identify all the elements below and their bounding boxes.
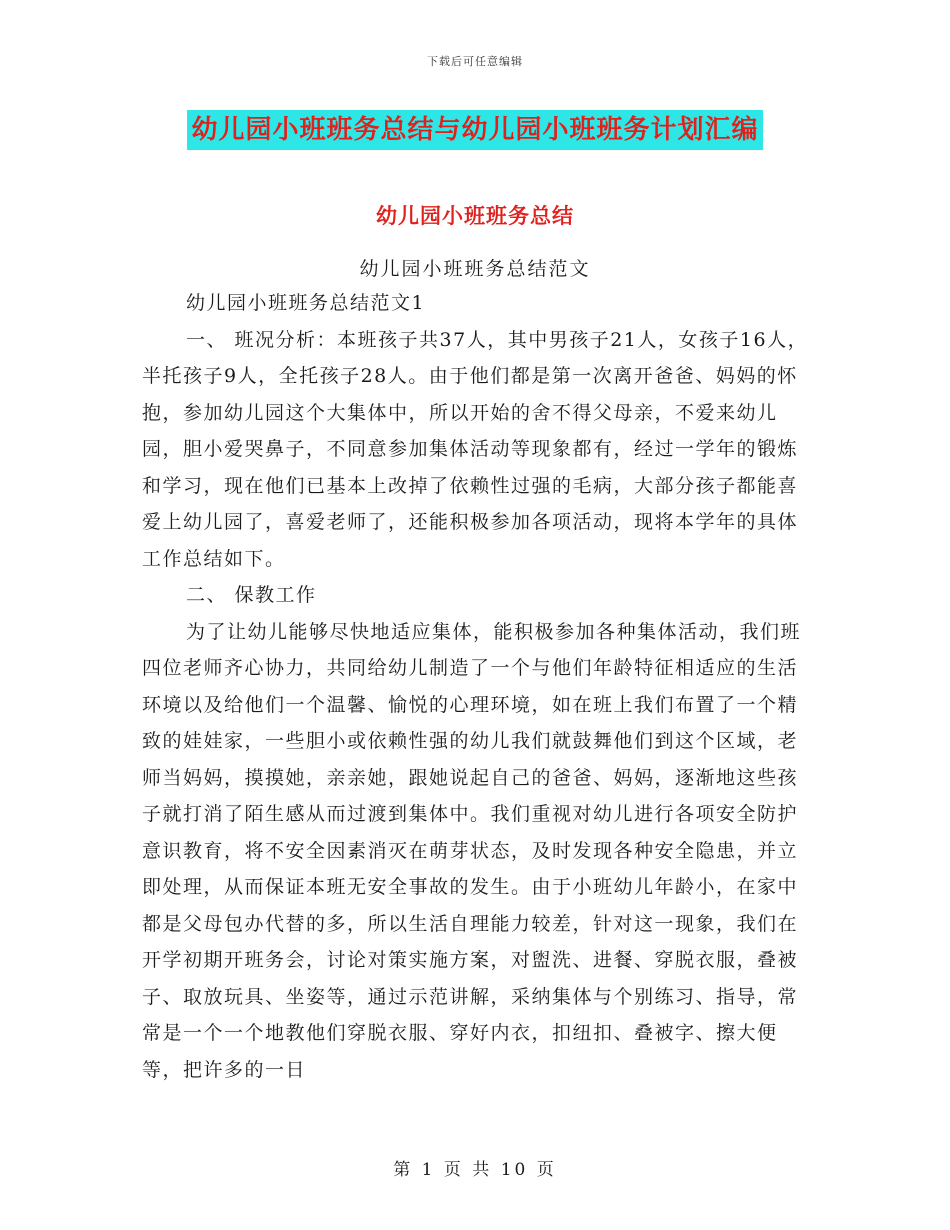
main-title-container [0, 110, 950, 150]
document-body [142, 285, 812, 1088]
paragraph-heading-sample: 幼儿园小班班务总结范文1 [186, 292, 426, 314]
paragraph-class-analysis: 一、 班况分析：本班孩子共37人，其中男孩子21人，女孩子16人，半托孩子9人，全托孩子28人。由于他们都是第一次离开爸爸、妈妈的怀抱，参加幼儿园这个大集体中，所以开始的舍不得父母亲，不爱来幼儿园，胆小爱哭鼻子，不同意参加集体活动等现象都有，经过一学年的锻炼和学习，现在他们已基本上改掉了依赖性过强的毛病，大部分孩子都能喜爱上幼儿园了，喜爱老师了，还能积极参加各项活动，现将本学年的具体工作总结如下。 [142, 328, 809, 570]
header-note: 下载后可任意编辑 [427, 55, 523, 68]
paragraph-heading-care: 二、 保教工作 [186, 584, 317, 606]
page-number: 第 1 页 共 10 页 [393, 1160, 557, 1180]
section-title: 幼儿园小班班务总结 [376, 204, 574, 228]
sub-title: 幼儿园小班班务总结范文 [359, 258, 591, 280]
main-title: 幼儿园小班班务总结与幼儿园小班班务计划汇编 [187, 110, 762, 150]
paragraph-care-work: 为了让幼儿能够尽快地适应集体，能积极参加各种集体活动，我们班四位老师齐心协力，共同给幼儿制造了一个与他们年龄特征相适应的生活环境以及给他们一个温馨、愉悦的心理环境，如在班上我们布置了一个精致的娃娃家，一些胆小或依赖性强的幼儿我们就鼓舞他们到这个区域，老师当妈妈，摸摸她，亲亲她，跟她说起自己的爸爸、妈妈，逐渐地这些孩子就打消了陌生感从而过渡到集体中。我们重视对幼儿进行各项安全防护意识教育，将不安全因素消灭在萌芽状态，及时发现各种安全隐患，并立即处理，从而保证本班无安全事故的发生。由于小班幼儿年龄小，在家中都是父母包办代替的多，所以生活自理能力较差，针对这一现象，我们在开学初期开班务会，讨论对策实施方案，对盥洗、进餐、穿脱衣服，叠被子、取放玩具、坐姿等，通过示范讲解，采纳集体与个别练习、指导，常常是一个一个地教他们穿脱衣服、穿好内衣，扣纽扣、叠被字、擦大便等，把许多的一日 [142, 620, 802, 1081]
